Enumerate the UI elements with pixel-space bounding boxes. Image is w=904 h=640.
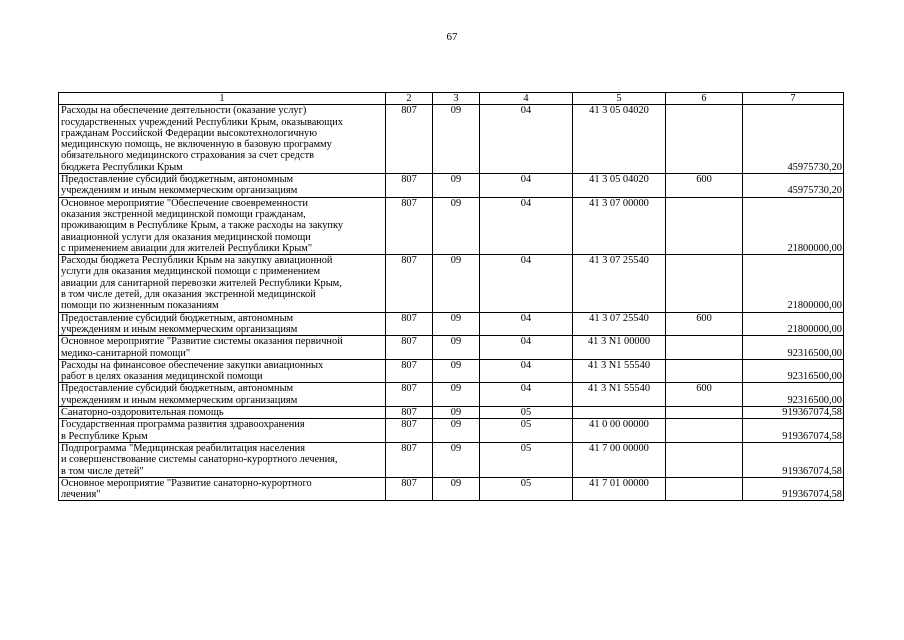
table-row bbox=[59, 105, 844, 174]
cell-ministry-code: 807 bbox=[386, 419, 433, 443]
cell-amount: 92316500,00 bbox=[743, 336, 844, 360]
cell-section-code: 09 bbox=[433, 359, 480, 383]
cell-subsection-code: 05 bbox=[480, 407, 573, 419]
cell-section-code: 09 bbox=[433, 442, 480, 477]
table-row bbox=[59, 197, 844, 254]
row-description: Подпрограмма "Медицинская реабилитация населения и совершенствование системы санаторно-курортного лечения, в том числе детей" bbox=[59, 442, 386, 477]
cell-section-code: 09 bbox=[433, 419, 480, 443]
cell-expense-type bbox=[666, 442, 743, 477]
row-description: Расходы на обеспечение деятельности (оказание услуг) государственных учреждений Республики Крым, оказывающих гражданам Российской Федерации высокотехнологичную медицинскую помощь, не включенную в базовую программу обязательного медицинского страхования за счет средств бюджета Республики Крым bbox=[59, 105, 386, 174]
cell-ministry-code: 807 bbox=[386, 336, 433, 360]
cell-target-article: 41 3 07 25540 bbox=[573, 255, 666, 312]
column-header: 7 bbox=[743, 93, 844, 105]
cell-target-article: 41 3 05 04020 bbox=[573, 105, 666, 174]
header-row bbox=[59, 93, 844, 105]
table-row bbox=[59, 419, 844, 443]
cell-subsection-code: 04 bbox=[480, 105, 573, 174]
cell-section-code: 09 bbox=[433, 312, 480, 336]
row-description: Государственная программа развития здравоохранения в Республике Крым bbox=[59, 419, 386, 443]
cell-amount: 92316500,00 bbox=[743, 383, 844, 407]
table-row bbox=[59, 442, 844, 477]
table-row bbox=[59, 359, 844, 383]
cell-subsection-code: 05 bbox=[480, 419, 573, 443]
cell-target-article: 41 3 07 25540 bbox=[573, 312, 666, 336]
column-header: 4 bbox=[480, 93, 573, 105]
row-description: Основное мероприятие "Развитие системы оказания первичной медико-санитарной помощи" bbox=[59, 336, 386, 360]
column-header: 6 bbox=[666, 93, 743, 105]
row-description: Санаторно-оздоровительная помощь bbox=[59, 407, 386, 419]
row-description: Расходы бюджета Республики Крым на закупку авиационной услуги для оказания медицинской помощи с применением авиации для санитарной перевозки жителей Республики Крым, в том числе детей, для оказания экстренной медицинской помощи по жизненным показаниям bbox=[59, 255, 386, 312]
row-description: Основное мероприятие "Обеспечение своевременности оказания экстренной медицинской помощи гражданам, проживающим в Республике Крым, а также расходы на закупку авиационной услуги для оказания медицинской помощи с применением авиации для жителей Республики Крым" bbox=[59, 197, 386, 254]
table-row bbox=[59, 255, 844, 312]
cell-ministry-code: 807 bbox=[386, 255, 433, 312]
cell-expense-type bbox=[666, 336, 743, 360]
column-header: 3 bbox=[433, 93, 480, 105]
cell-amount: 919367074,58 bbox=[743, 419, 844, 443]
cell-target-article bbox=[573, 407, 666, 419]
cell-amount: 21800000,00 bbox=[743, 197, 844, 254]
cell-ministry-code: 807 bbox=[386, 359, 433, 383]
cell-expense-type bbox=[666, 359, 743, 383]
column-header: 1 bbox=[59, 93, 386, 105]
cell-ministry-code: 807 bbox=[386, 477, 433, 501]
row-description: Основное мероприятие "Развитие санаторно-курортного лечения" bbox=[59, 477, 386, 501]
cell-target-article: 41 3 N1 00000 bbox=[573, 336, 666, 360]
cell-section-code: 09 bbox=[433, 255, 480, 312]
row-description: Предоставление субсидий бюджетным, автономным учреждениям и иным некоммерческим организациям bbox=[59, 383, 386, 407]
cell-section-code: 09 bbox=[433, 174, 480, 198]
table-row bbox=[59, 407, 844, 419]
table-row bbox=[59, 477, 844, 501]
cell-expense-type: 600 bbox=[666, 312, 743, 336]
table-row bbox=[59, 336, 844, 360]
cell-ministry-code: 807 bbox=[386, 174, 433, 198]
cell-ministry-code: 807 bbox=[386, 312, 433, 336]
cell-section-code: 09 bbox=[433, 197, 480, 254]
cell-subsection-code: 04 bbox=[480, 383, 573, 407]
cell-subsection-code: 04 bbox=[480, 359, 573, 383]
cell-subsection-code: 04 bbox=[480, 336, 573, 360]
cell-section-code: 09 bbox=[433, 336, 480, 360]
cell-amount: 92316500,00 bbox=[743, 359, 844, 383]
table-row bbox=[59, 312, 844, 336]
cell-expense-type bbox=[666, 407, 743, 419]
cell-amount: 45975730,20 bbox=[743, 105, 844, 174]
cell-expense-type: 600 bbox=[666, 383, 743, 407]
row-description: Предоставление субсидий бюджетным, автономным учреждениям и иным некоммерческим организациям bbox=[59, 312, 386, 336]
cell-amount: 21800000,00 bbox=[743, 312, 844, 336]
column-header: 5 bbox=[573, 93, 666, 105]
cell-expense-type bbox=[666, 197, 743, 254]
cell-ministry-code: 807 bbox=[386, 383, 433, 407]
cell-section-code: 09 bbox=[433, 477, 480, 501]
cell-ministry-code: 807 bbox=[386, 197, 433, 254]
cell-amount: 45975730,20 bbox=[743, 174, 844, 198]
cell-target-article: 41 7 00 00000 bbox=[573, 442, 666, 477]
cell-amount: 21800000,00 bbox=[743, 255, 844, 312]
table-row bbox=[59, 174, 844, 198]
cell-target-article: 41 0 00 00000 bbox=[573, 419, 666, 443]
cell-expense-type bbox=[666, 477, 743, 501]
table-row bbox=[59, 383, 844, 407]
cell-subsection-code: 05 bbox=[480, 442, 573, 477]
cell-subsection-code: 04 bbox=[480, 255, 573, 312]
budget-table bbox=[58, 92, 844, 501]
cell-ministry-code: 807 bbox=[386, 442, 433, 477]
page-number: 67 bbox=[446, 31, 458, 43]
cell-expense-type bbox=[666, 105, 743, 174]
cell-section-code: 09 bbox=[433, 407, 480, 419]
cell-subsection-code: 04 bbox=[480, 174, 573, 198]
cell-amount: 919367074,58 bbox=[743, 477, 844, 501]
cell-target-article: 41 3 05 04020 bbox=[573, 174, 666, 198]
cell-target-article: 41 3 07 00000 bbox=[573, 197, 666, 254]
cell-ministry-code: 807 bbox=[386, 407, 433, 419]
cell-subsection-code: 04 bbox=[480, 197, 573, 254]
cell-target-article: 41 3 N1 55540 bbox=[573, 383, 666, 407]
cell-section-code: 09 bbox=[433, 383, 480, 407]
cell-subsection-code: 05 bbox=[480, 477, 573, 501]
cell-amount: 919367074,58 bbox=[743, 442, 844, 477]
row-description: Расходы на финансовое обеспечение закупки авиационных работ в целях оказания медицинской помощи bbox=[59, 359, 386, 383]
column-header: 2 bbox=[386, 93, 433, 105]
cell-subsection-code: 04 bbox=[480, 312, 573, 336]
cell-expense-type bbox=[666, 419, 743, 443]
cell-target-article: 41 3 N1 55540 bbox=[573, 359, 666, 383]
cell-amount: 919367074,58 bbox=[743, 407, 844, 419]
cell-expense-type: 600 bbox=[666, 174, 743, 198]
cell-target-article: 41 7 01 00000 bbox=[573, 477, 666, 501]
cell-expense-type bbox=[666, 255, 743, 312]
row-description: Предоставление субсидий бюджетным, автономным учреждениям и иным некоммерческим организациям bbox=[59, 174, 386, 198]
cell-ministry-code: 807 bbox=[386, 105, 433, 174]
cell-section-code: 09 bbox=[433, 105, 480, 174]
